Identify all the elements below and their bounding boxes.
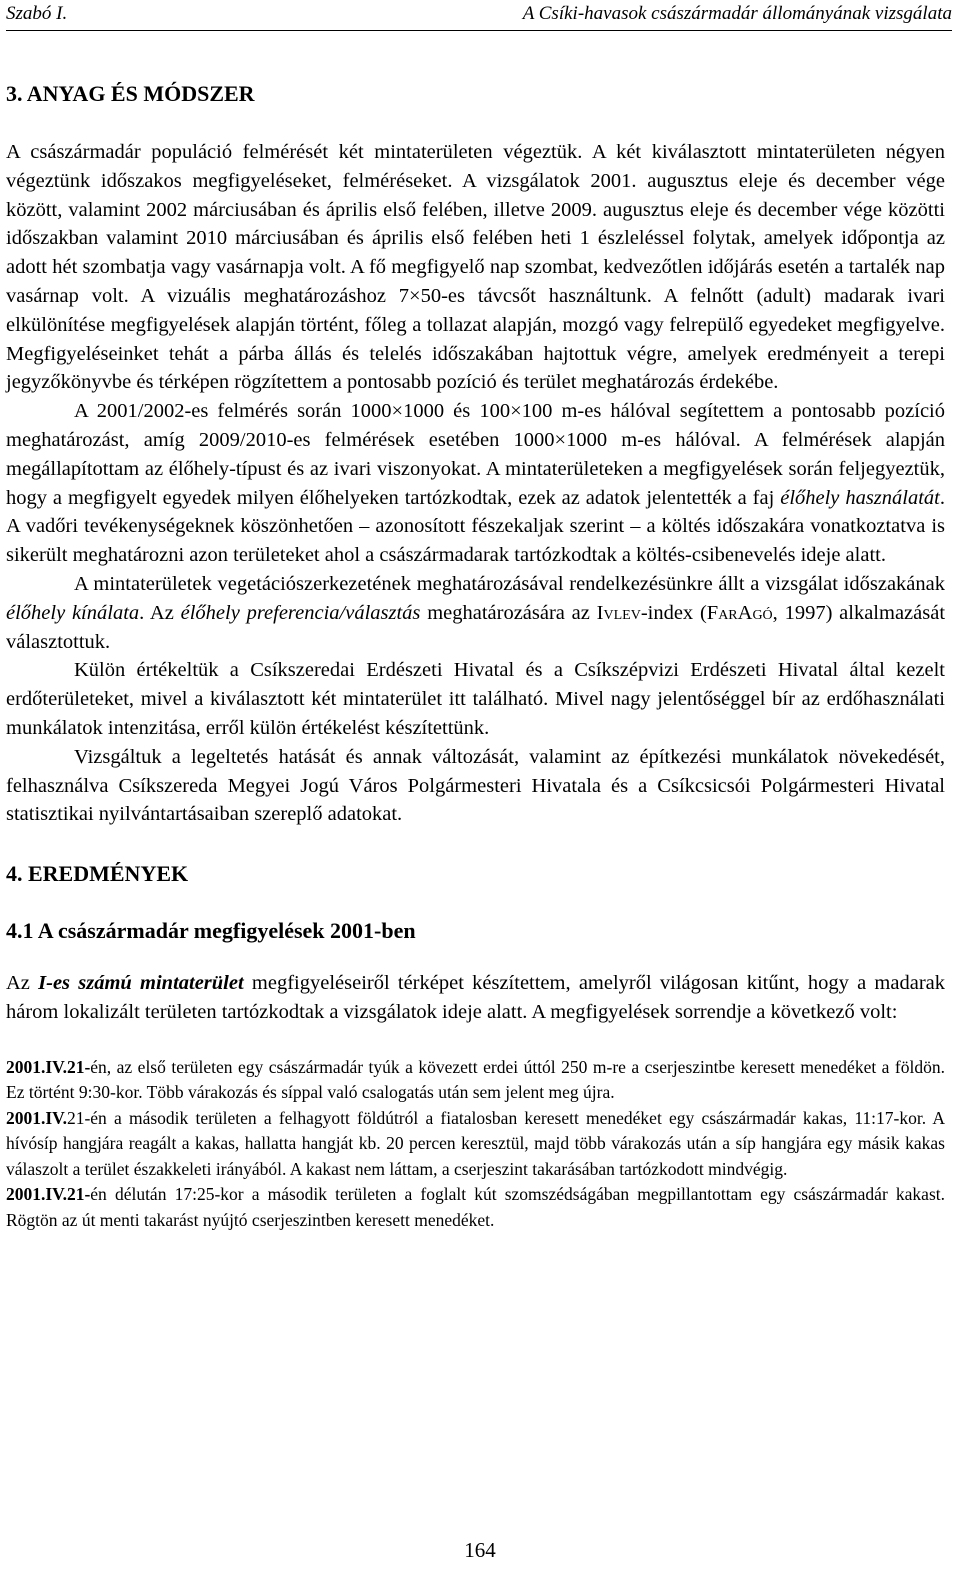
paragraph-methods-5: Vizsgáltuk a legeltetés hatását és annak változását, valamint az építkezési munkálatok növekedését, felhasználva Csíkszereda Megyei Jogú Város Polgármesteri Hivatala és a Csíkcsicsói Polgármesteri Hivatal statisztikai nyilvántartásaiban szereplő adatokat.	[6, 745, 945, 826]
observation-date: 2001.IV.21-	[6, 1056, 91, 1077]
header-title: A Csíki-havasok császármadár állományának vizsgálata	[522, 3, 952, 24]
paragraph-methods-4: Külön értékeltük a Csíkszeredai Erdészeti Hivatal és a Csíkszépvizi Erdészeti Hivatal által kezelt erdőterületeket, mivel a kiválasztott két mintaterület itt található. Mivel nagy jelentőséggel bír az erdőhasználati munkálatok intenzitása, erről külön értékelést készítettünk.	[6, 659, 945, 739]
page-content	[6, 78, 945, 1233]
emphasis-habitat-offer: élőhely kínálata	[6, 601, 140, 624]
header-author: Szabó I.	[6, 3, 68, 24]
text-run: A 2001/2002-es felmérés során 1000×1000 és 100×100 m-es hálóval segítettem a pontosabb pozíció meghatározást, amíg 2009/2010-es felmérések esetében 1000×1000 m-es hálóval. A felmérések alapján megállapítottam az élőhely-típust és az ivari viszonyokat. A mintaterületeken a megfigyelések során feljegyeztük, hogy a megfigyelt egyedek milyen élőhelyeken tartózkodtak, ezek az adatok jelentették a faj	[6, 400, 945, 509]
section-4-heading: 4. EREDMÉNYEK	[6, 861, 189, 887]
text-run: . Az	[139, 601, 181, 624]
observation-entry-1	[6, 1055, 945, 1106]
emphasis-sample-area: I-es számú mintaterület	[38, 972, 244, 995]
smallcaps-author: arAgó	[718, 601, 773, 624]
text-run: meghatározására az I	[420, 601, 604, 624]
text-run: megfigyeléseiről térképet készítettem, amelyről világosan kitűnt, hogy a madarak három lokalizált területen tartózkodtak a vizsgálatok ideje alatt. A megfigyelések sorrendje a következő volt:	[6, 972, 946, 1023]
observation-text: én, az első területen egy császármadár tyúk a kövezett erdei úttól 250 m-re a cserjeszintbe keresett menedéket a földön. Ez történt 9:30-kor. Több várakozás és síppal való csalogatás után sem jelent meg újra.	[6, 1056, 945, 1103]
paragraph-methods-2	[6, 397, 945, 570]
subsection-4-1-heading: 4.1 A császármadár megfigyelések 2001-ben	[6, 918, 416, 944]
text-run: . A vadőri tevékenységeknek köszönhetően – azonosított fészekaljak szerint – a költés időszakára vonatkoztatva is sikerült meghatározni azon területeket ahol a császármadarak tartózkodtak a költés-csibenevelés ideje alatt.	[6, 486, 945, 567]
emphasis-habitat-preference: élőhely preferencia/választás	[180, 601, 421, 624]
emphasis-habitat-use: élőhely használatát	[780, 486, 940, 509]
text-run: -index (F	[640, 601, 719, 624]
text-run: , 1997) alkalmazását választottuk.	[6, 601, 946, 653]
section-3-heading: 3. ANYAG ÉS MÓDSZER	[6, 81, 255, 106]
observation-date: 2001.IV.	[6, 1107, 67, 1128]
running-header	[6, 0, 952, 31]
paragraph-methods-1: A császármadár populáció felmérését két mintaterületen végeztük. A két kiválasztott mintaterületen négyen végeztünk időszakos megfigyeléseket, felméréseket. A vizsgálatok 2001. augusztus eleje és december vége között, valamint 2002 márciusában és április első felében, illetve 2009. augusztus eleje és december vége közötti időszakban valamint 2010 márciusában és április első felében heti 1 észleléssel folytak, amelyek időpontja az adott hét szombatja vagy vasárnapja volt. A fő megfigyelő nap szombat, kedvezőtlen időjárás esetén a tartalék nap vasárnap volt. A vizuális meghatározáshoz 7×50-es távcsőt használtunk. A felnőtt (adult) madarak ivari elkülönítése megfigyelések alapján történt, főleg a tollazat alapján, mozgó vagy felrepülő egyedeket megfigyelve. Megfigyeléseinket tehát a párba állás és telelés időszakában hajtottuk végre, amelyek eredményeit a terepi jegyzőkönyvbe és térképen rögzítettem a pontosabb pozíció és terület meghatározás érdekébe.	[6, 141, 945, 394]
smallcaps-index: vlev	[603, 601, 641, 624]
paragraph-methods-3	[6, 570, 945, 656]
observation-text: én délután 17:25-kor a második területen a foglalt kút szomszédságában megpillantottam egy császármadár kakast. Rögtön az út menti takarást nyújtó cserjeszintben keresett menedéket.	[6, 1184, 945, 1230]
observation-entry-3	[6, 1182, 945, 1233]
text-run: Az	[6, 972, 39, 995]
observation-date: 2001.IV.21-	[6, 1184, 91, 1205]
observation-text: 21-én a második területen a felhagyott földútról a fiatalosban keresett menedéket egy császármadár kakas, 11:17-kor. A hívósíp hangjára reagált a kakas, hallatta hangját kb. 20 percen keresztül, majd több várakozás után a síp hangjára egy másik kakas válaszolt a terület északkeleti irányából. A kakast nem láttam, a cserjeszint takarásában tartózkodott mindvégig.	[6, 1107, 945, 1179]
paragraph-results-intro	[6, 969, 945, 1027]
page-number: 164	[464, 1538, 496, 1562]
observation-entry-2	[6, 1106, 945, 1183]
text-run: A mintaterületek vegetációszerkezetének meghatározásával rendelkezésünkre állt a vizsgálat időszakának	[74, 572, 945, 595]
